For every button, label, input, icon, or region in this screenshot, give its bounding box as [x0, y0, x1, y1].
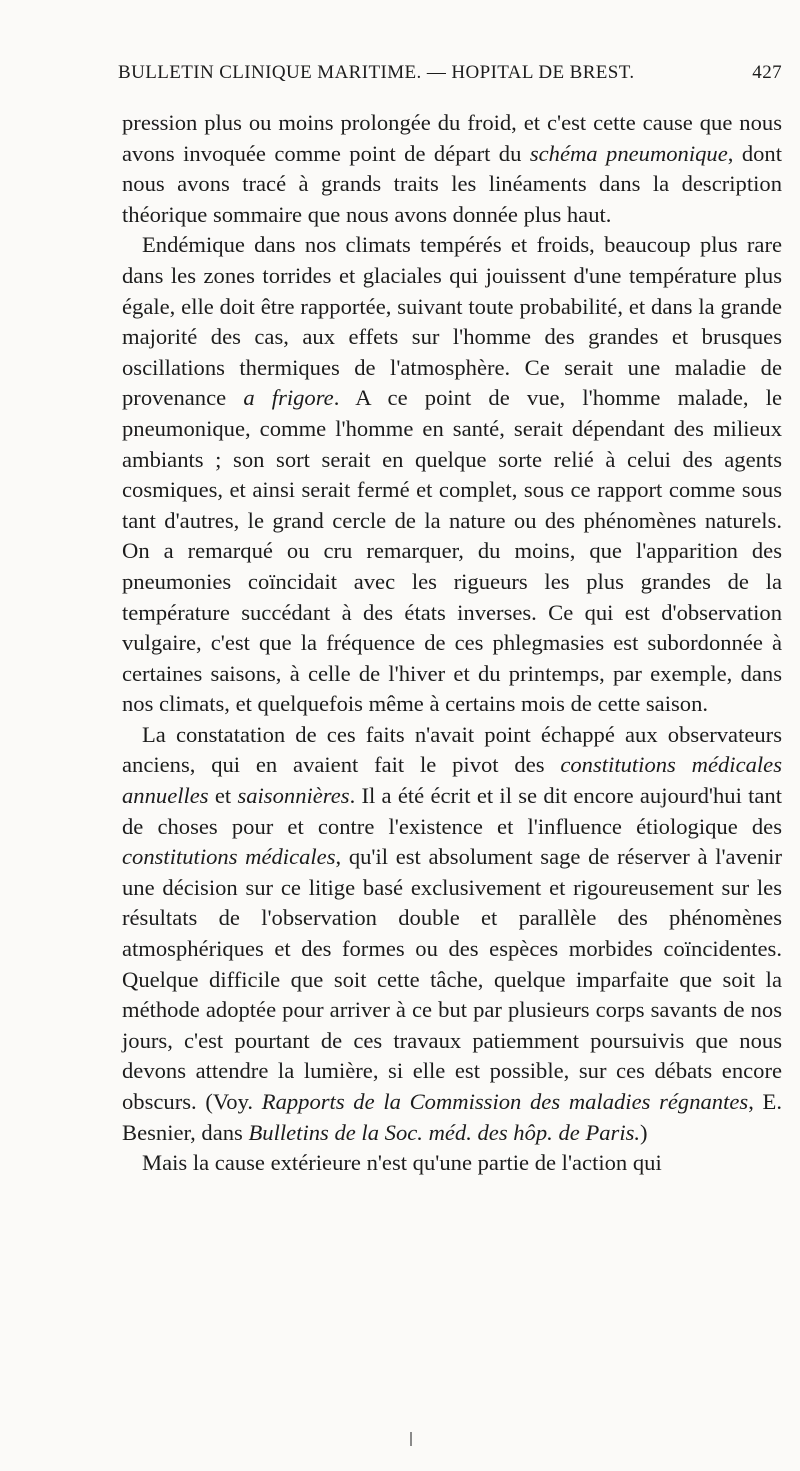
- text-run: La constatation de ces faits n'avait point échappé aux observateurs anciens, qui en avaient fait le pivot des: [122, 721, 782, 778]
- text-run: . Il a été écrit et il se dit encore aujourd'hui tant de choses pour et contre l'existence et l'influence étiologique des: [122, 783, 782, 839]
- italic-run: constitutions médicales: [122, 844, 336, 870]
- text-run: , E. Besnier, dans: [122, 1089, 782, 1145]
- print-mark: [410, 1432, 412, 1446]
- italic-run: saisonnières: [237, 783, 350, 809]
- text-run: Mais la cause extérieure n'est qu'une partie de l'action qui: [142, 1150, 662, 1176]
- italic-run: a frigore: [243, 385, 334, 411]
- text-run: , qu'il est absolument sage de réserver à l'avenir une décision sur ce litige basé exclusivement et rigoureusement sur les résultats de l'observation double et parallèle des phénomènes atmosphériques et des formes ou des espèces morbides coïncidentes. Quelque difficile que soit cette tâche, quelque imparfaite que soit la méthode adoptée pour arriver à ce but par plusieurs corps savants de nos jours, c'est pourtant de ces travaux patiemment poursuivis que nous devons attendre la lumière, si elle est possible, sur ces débats encore obscurs. (Voy.: [122, 844, 782, 1114]
- text-run: Endémique dans nos climats tempérés et froids, beaucoup plus rare dans les zones torrides et glaciales qui jouissent d'une température plus égale, elle doit être rapportée, suivant toute probabilité, et dans la grande majorité des cas, aux effets sur l'homme des grandes et brusques oscillations thermiques de l'atmosphère. Ce serait une maladie de provenance: [122, 232, 782, 411]
- text-run: ): [640, 1119, 648, 1145]
- italic-run: Rapports de la Commission des maladies régnantes: [261, 1089, 749, 1114]
- text-run: . A ce point de vue, l'homme malade, le pneumonique, comme l'homme en santé, serait dépendant des milieux ambiants ; son sort serait en quelque sorte relié à celui des agents cosmiques, et ainsi serait fermé et complet, sous ce rapport comme sous tant d'autres, le grand cercle de la nature ou des phénomènes naturels. On a remarqué ou cru remarquer, du moins, que l'apparition des pneumonies coïncidait avec les rigueurs les plus grandes de la température succédant à des états inverses. Ce qui est d'observation vulgaire, c'est que la fréquence de ces phlegmasies est subordonnée à certaines saisons, à celle de l'hiver et du printemps, par exemple, dans nos climats, et quelquefois même à certains mois de cette saison.: [122, 385, 783, 717]
- italic-run: schéma pneumonique: [529, 140, 728, 166]
- italic-run: Bulletins de la Soc. méd. des hôp. de Paris.: [248, 1119, 641, 1145]
- paragraph: [122, 108, 782, 230]
- running-head: BULLETIN CLINIQUE MARITIME. — HOPITAL DE BREST.: [118, 62, 635, 83]
- page-number: 427: [752, 62, 782, 83]
- paragraph: [122, 720, 782, 1148]
- italic-run: constitutions médicales annuelles: [122, 752, 782, 809]
- text-run: et: [208, 783, 238, 809]
- paragraph: [122, 230, 782, 720]
- body-text: [122, 108, 782, 1179]
- page-header: [118, 62, 784, 92]
- text-run: , dont nous avons tracé à grands traits les linéaments dans la description théorique sommaire que nous avons donnée plus haut.: [122, 140, 783, 227]
- paragraph: [122, 1148, 782, 1179]
- text-run: pression plus ou moins prolongée du froid, et c'est cette cause que nous avons invoquée comme point de départ du: [122, 110, 782, 166]
